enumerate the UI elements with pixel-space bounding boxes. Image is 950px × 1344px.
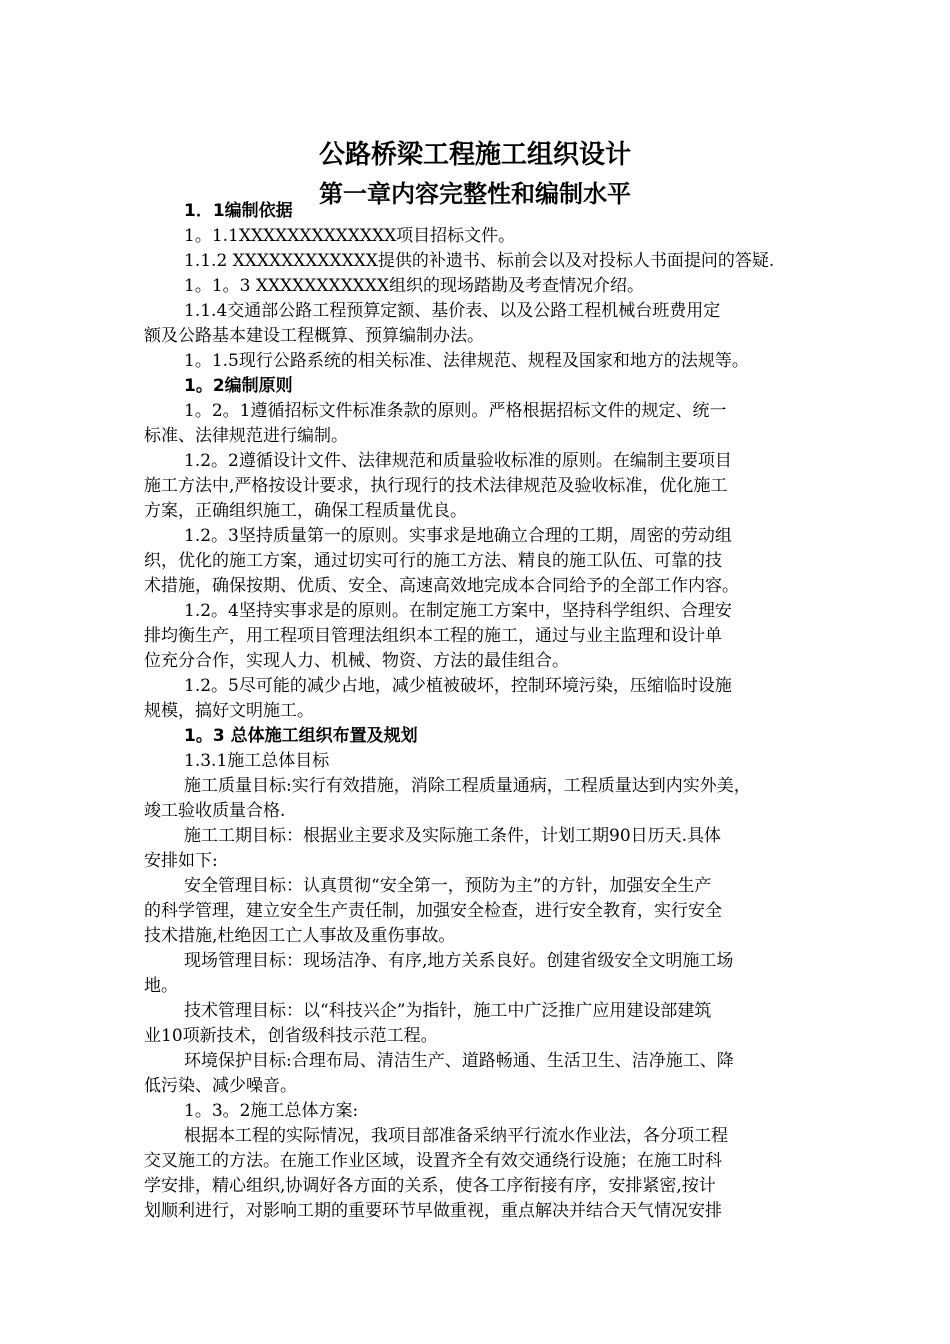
paragraph-line: 标准、法律规范进行编制。 xyxy=(144,426,348,446)
document-title: 公路桥梁工程施工组织设计 xyxy=(318,140,631,170)
paragraph-line: 竣工验收质量合格. xyxy=(144,801,286,821)
paragraph-line: 施工工期目标：根据业主要求及实际施工条件，计划工期90日历天.具体 xyxy=(184,826,722,846)
paragraph-line: 位充分合作，实现人力、机械、物资、方法的最佳组合。 xyxy=(144,651,569,671)
paragraph-line: 现场管理目标：现场洁净、有序,地方关系良好。创建省级安全文明施工场 xyxy=(184,951,734,971)
paragraph-line: 额及公路基本建设工程概算、预算编制办法。 xyxy=(144,326,484,346)
chapter-title: 第一章内容完整性和编制水平 xyxy=(319,180,631,208)
paragraph-line: 1。2。1遵循招标文件标准条款的原则。严格根据招标文件的规定、统一 xyxy=(184,401,727,421)
paragraph-line: 规模，搞好文明施工。 xyxy=(144,701,314,721)
paragraph-line: 1。1.1XXXXXXXXXXXXX项目招标文件。 xyxy=(184,226,516,246)
paragraph-line: 低污染、减少噪音。 xyxy=(144,1076,297,1096)
paragraph-line: 1.3.1施工总体目标 xyxy=(184,751,330,771)
paragraph-line: 安全管理目标：认真贯彻“安全第一，预防为主”的方针，加强安全生产 xyxy=(184,876,712,896)
paragraph-line: 1.2。5尽可能的减少占地，减少植被破坏，控制环境污染，压缩临时设施 xyxy=(184,676,732,696)
section-heading: 1．1编制依据 xyxy=(184,201,293,221)
paragraph-line: 排均衡生产，用工程项目管理法组织本工程的施工，通过与业主监理和设计单 xyxy=(144,626,722,646)
paragraph-line: 1。1。3 XXXXXXXXXXX组织的现场踏勘及考查情况介绍。 xyxy=(184,276,644,296)
paragraph-line: 技术措施,杜绝因工亡人事故及重伤事故。 xyxy=(144,926,456,946)
paragraph-line: 施工质量目标:实行有效措施，消除工程质量通病，工程质量达到内实外美， xyxy=(184,776,751,796)
paragraph-line: 施工方法中,严格按设计要求，执行现行的技术法律规范及验收标准，优化施工 xyxy=(144,476,728,496)
paragraph-line: 方案，正确组织施工，确保工程质量优良。 xyxy=(144,501,467,521)
paragraph-line: 1.2。3坚持质量第一的原则。实事求是地确立合理的工期，周密的劳动组 xyxy=(184,526,732,546)
paragraph-line: 环境保护目标:合理布局、清洁生产、道路畅通、生活卫生、洁净施工、降 xyxy=(184,1051,734,1071)
paragraph-line: 术措施，确保按期、优质、安全、高速高效地完成本合同给予的全部工作内容。 xyxy=(144,576,739,596)
paragraph-line: 技术管理目标：以“科技兴企”为指针，施工中广泛推广应用建设部建筑 xyxy=(184,1001,712,1021)
paragraph-line: 1.2。2遵循设计文件、法律规范和质量验收标准的原则。在编制主要项目 xyxy=(184,451,732,471)
paragraph-line: 学安排，精心组织,协调好各方面的关系，使各工序衔接有序，安排紧密,按计 xyxy=(144,1176,716,1196)
paragraph-line: 1.1.4交通部公路工程预算定额、基价表、以及公路工程机械台班费用定 xyxy=(184,301,721,321)
section-heading: 1。3 总体施工组织布置及规划 xyxy=(184,726,418,746)
paragraph-line: 织，优化的施工方案，通过切实可行的施工方法、精良的施工队伍、可靠的技 xyxy=(144,551,722,571)
paragraph-line: 1。3。2施工总体方案: xyxy=(184,1101,359,1121)
paragraph-line: 安排如下: xyxy=(144,851,218,871)
paragraph-line: 根据本工程的实际情况，我项目部准备采纳平行流水作业法，各分项工程 xyxy=(184,1126,728,1146)
paragraph-line: 划顺利进行，对影响工期的重要环节早做重视，重点解决并结合天气情况安排 xyxy=(144,1201,722,1221)
paragraph-line: 业10项新技术，创省级科技示范工程。 xyxy=(144,1026,438,1046)
paragraph-line: 1.1.2 XXXXXXXXXXXX提供的补遗书、标前会以及对投标人书面提问的答疑. xyxy=(184,251,775,271)
document-body xyxy=(144,199,814,1224)
paragraph-line: 交叉施工的方法。在施工作业区域，设置齐全有效交通绕行设施；在施工时科 xyxy=(144,1151,722,1171)
paragraph-line: 1。1.5现行公路系统的相关标准、法律规范、规程及国家和地方的法规等。 xyxy=(184,351,749,371)
paragraph-line: 地。 xyxy=(144,976,178,996)
paragraph-line: 的科学管理，建立安全生产责任制，加强安全检查，进行安全教育，实行安全 xyxy=(144,901,722,921)
section-heading: 1。2编制原则 xyxy=(184,376,293,396)
paragraph-line: 1.2。4坚持实事求是的原则。在制定施工方案中，坚持科学组织、合理安 xyxy=(184,601,732,621)
